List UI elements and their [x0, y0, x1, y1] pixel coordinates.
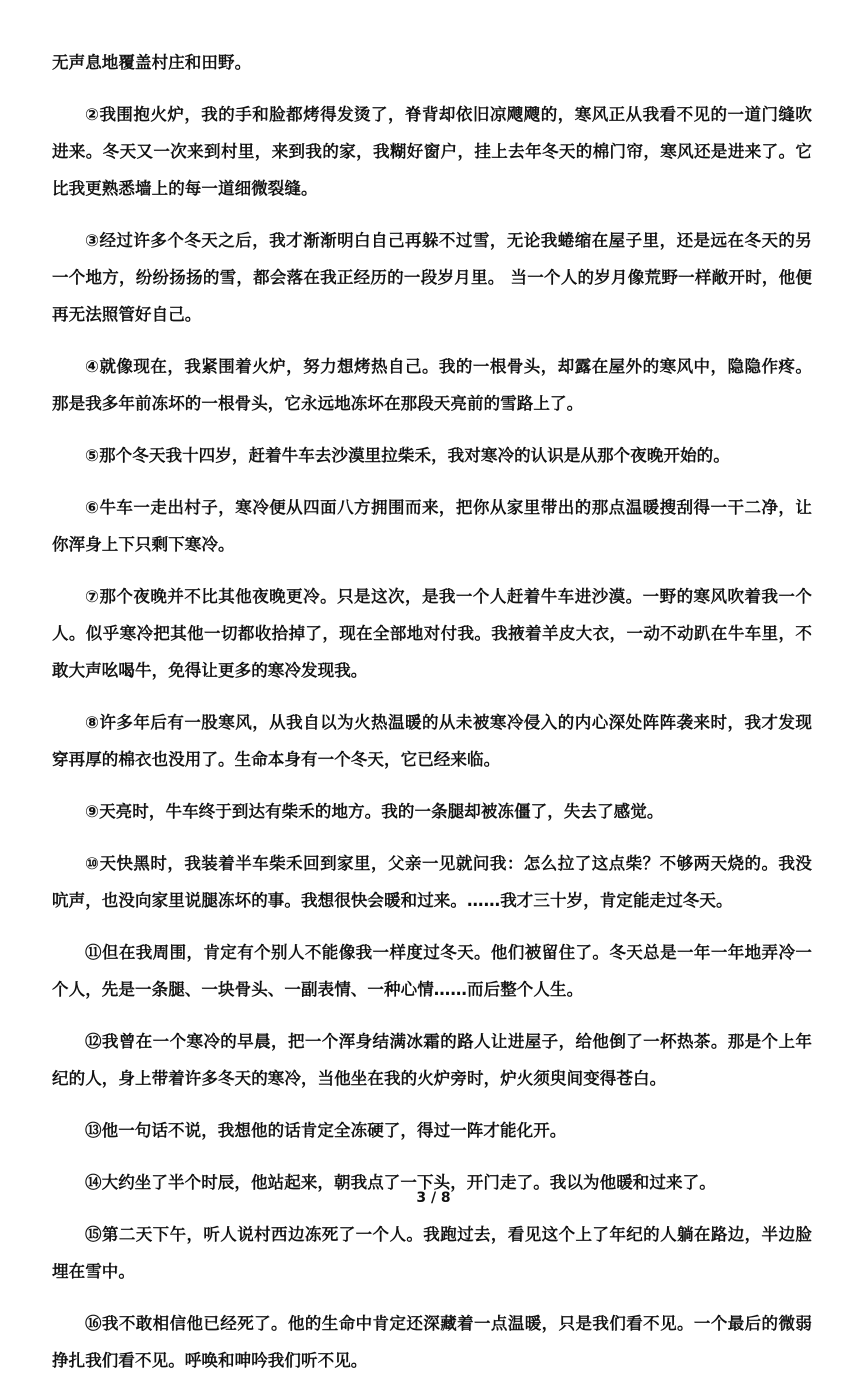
- paragraph-4: ④就像现在，我紧围着火炉，努力想烤热自己。我的一根骨头，却露在屋外的寒风中，隐隐作疼。那是我多年前冻坏的一根骨头，它永远地冻坏在那段天亮前的雪路上了。: [52, 357, 812, 413]
- paragraph-14: ⑭大约坐了半个时辰，他站起来，朝我点了一下头，开门走了。我以为他暖和过来了。: [85, 1173, 716, 1192]
- paragraph-16: ⑯我不敢相信他已经死了。他的生命中肯定还深藏着一点温暖，只是我们看不见。一个最后的微弱挣扎我们看不见。呼唤和呻吟我们听不见。: [52, 1314, 812, 1370]
- paragraph-13: ⑬他一句话不说，我想他的话肯定全冻硬了，得过一阵才能化开。: [85, 1121, 567, 1140]
- paragraph-6: ⑥牛车一走出村子，寒冷便从四面八方拥围而来，把你从家里带出的那点温暖搜刮得一干二净，让你浑身上下只剩下寒冷。: [52, 498, 812, 554]
- paragraph-12: ⑫我曾在一个寒冷的早晨，把一个浑身结满冰霜的路人让进屋子，给他倒了一杯热茶。那是个上年纪的人，身上带着许多冬天的寒冷，当他坐在我的火炉旁时，炉火须臾间变得苍白。: [52, 1032, 812, 1088]
- page-number: 3 / 8: [416, 1190, 451, 1206]
- paragraph-11: ⑪但在我周围，肯定有个别人不能像我一样度过冬天。他们被留住了。冬天总是一年一年地弄冷一个人，先是一条腿、一块骨头、一副表情、一种心情……而后整个人生。: [52, 943, 812, 999]
- paragraph-3: ③经过许多个冬天之后，我才渐渐明白自己再躲不过雪，无论我蜷缩在屋子里，还是远在冬天的另一个地方，纷纷扬扬的雪，都会落在我正经历的一段岁月里。 当一个人的岁月像荒野一样敞开时，他便再无法照管好自己。: [52, 231, 812, 324]
- paragraph-9: ⑨天亮时，牛车终于到达有柴禾的地方。我的一条腿却被冻僵了，失去了感觉。: [85, 802, 664, 821]
- paragraph-8: ⑧许多年后有一股寒风，从我自以为火热温暖的从未被寒冷侵入的内心深处阵阵袭来时，我才发现穿再厚的棉衣也没用了。生命本身有一个冬天，它已经来临。: [52, 713, 812, 769]
- paragraph-5: ⑤那个冬天我十四岁，赶着牛车去沙漠里拉柴禾，我对寒冷的认识是从那个夜晚开始的。: [85, 446, 730, 465]
- paragraph-10: ⑩天快黑时，我装着半车柴禾回到家里，父亲一见就问我：怎么拉了这点柴？不够两天烧的。我没吭声，也没向家里说腿冻坏的事。我想很快会暖和过来。……我才三十岁，肯定能走过冬天。: [52, 854, 812, 910]
- paragraph-2: ②我围抱火炉，我的手和脸都烤得发烫了，脊背却依旧凉飕飕的，寒风正从我看不见的一道门缝吹进来。冬天又一次来到村里，来到我的家，我糊好窗户，挂上去年冬天的棉门帘，寒风还是进来了。它比我更熟悉墙上的每一道细微裂缝。: [52, 105, 812, 198]
- paragraph-15: ⑮第二天下午，听人说村西边冻死了一个人。我跑过去，看见这个上了年纪的人躺在路边，半边脸埋在雪中。: [52, 1225, 812, 1281]
- paragraph-continued: 无声息地覆盖村庄和田野。: [52, 53, 252, 72]
- paragraph-7: ⑦那个夜晚并不比其他夜晚更冷。只是这次，是我一个人赶着牛车进沙漠。一野的寒风吹着我一个人。似乎寒冷把其他一切都收拾掉了，现在全部地对付我。我掖着羊皮大衣，一动不动趴在牛车里，不敢大声吆喝牛，免得让更多的寒冷发现我。: [52, 587, 812, 680]
